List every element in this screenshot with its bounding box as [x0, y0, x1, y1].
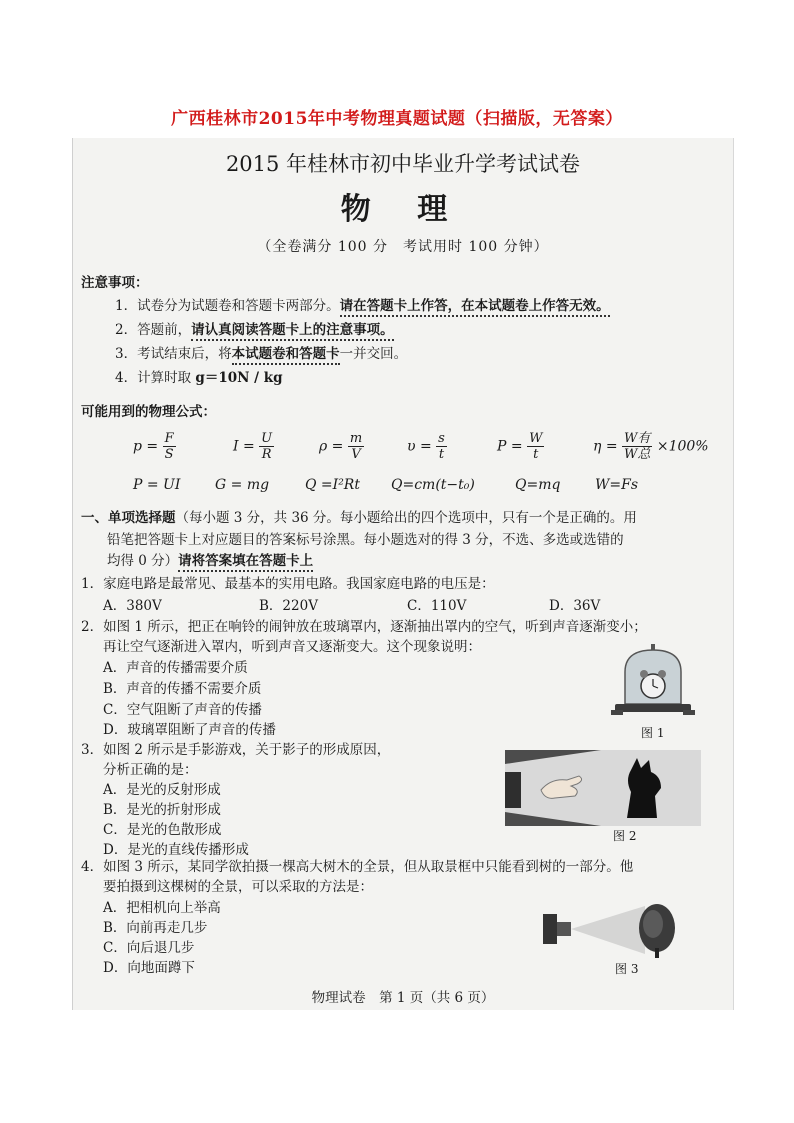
note-3: 3．考试结束后，将本试题卷和答题卡一并交回。: [115, 342, 407, 362]
note-2: 2．答题前，请认真阅读答题卡上的注意事项。: [115, 318, 394, 338]
figure-2-hand-shadow: [505, 750, 701, 826]
exam-info: （全卷满分 100 分 考试用时 100 分钟）: [257, 239, 549, 255]
q4-option-a: A．把相机向上举高: [103, 900, 221, 916]
q2-option-c: C．空气阻断了声音的传播: [103, 702, 262, 718]
formula-gravity: G = mg: [215, 477, 270, 493]
note-1: 1．试卷分为试题卷和答题卡两部分。请在答题卡上作答，在本试题卷上作答无效。: [115, 294, 610, 314]
figure-3-camera-tree: [541, 900, 685, 960]
formula-power: P = $\frac{W}{t}$: [497, 431, 543, 462]
q1-stem: 1．家庭电路是最常见、最基本的实用电路。我国家庭电路的电压是：: [81, 576, 495, 592]
formula-current: I = $\frac{U}{R}$: [233, 431, 273, 462]
q4-option-c: C．向后退几步: [103, 940, 195, 956]
figure-1-bell-jar: [611, 642, 695, 720]
q3-stem-2: 分析正确的是：: [103, 762, 198, 778]
formula-electric-power: P = UI: [133, 477, 181, 493]
figure-1-label: 图 1: [641, 726, 665, 740]
formula-specific-heat: Q=cm(t−t₀): [391, 477, 475, 493]
q1-option-b: B．220V: [259, 598, 318, 614]
q2-option-b: B．声音的传播不需要介质: [103, 681, 262, 697]
q2-option-d: D．玻璃罩阻断了声音的传播: [103, 722, 276, 738]
q3-stem-1: 3．如图 2 所示是手影游戏，关于影子的形成原因，: [81, 742, 391, 758]
q4-stem-2: 要拍摄到这棵树的全景，可以采取的方法是：: [103, 879, 373, 895]
formulas-heading: 可能用到的物理公式：: [81, 404, 216, 420]
formula-speed: υ = $\frac{s}{t}$: [407, 431, 445, 462]
document-title: 广西桂林市2015年中考物理真题试题（扫描版，无答案）: [171, 109, 623, 129]
q3-option-d: D．是光的直线传播形成: [103, 842, 249, 858]
q1-option-c: C．110V: [407, 598, 467, 614]
figure-2-label: 图 2: [613, 829, 637, 843]
page-footer: 物理试卷 第 1 页（共 6 页）: [311, 990, 495, 1006]
q3-option-a: A．是光的反射形成: [103, 782, 221, 798]
subject-title: 物 理: [340, 192, 466, 227]
q2-stem-1: 2．如图 1 所示，把正在响铃的闹钟放在玻璃罩内，逐渐抽出罩内的空气，听到声音逐渐变小；: [81, 619, 647, 635]
q1-option-a: A．380V: [103, 598, 162, 614]
note-4: 4．计算时取 g＝10N / kg: [115, 370, 283, 386]
notes-heading: 注意事项：: [81, 275, 149, 291]
q4-stem-1: 4．如图 3 所示，某同学欲拍摄一棵高大树木的全景，但从取景框中只能看到树的一部分。他: [81, 859, 634, 875]
section-1-desc-2: 铅笔把答题卡上对应题目的答案标号涂黑。每小题选对的得 3 分，不选、多选或选错的: [107, 532, 624, 548]
q3-option-b: B．是光的折射形成: [103, 802, 221, 818]
formula-efficiency: η = $\frac{\text{W有}}{\text{W总}}$ ×100%: [593, 431, 709, 462]
q4-option-b: B．向前再走几步: [103, 920, 208, 936]
formula-density: ρ = $\frac{m}{V}$: [319, 431, 363, 462]
q3-option-c: C．是光的色散形成: [103, 822, 222, 838]
section-1-heading: 一、单项选择题（每小题 3 分，共 36 分。每小题给出的四个选项中，只有一个是正确的。用: [81, 510, 637, 526]
figure-3-label: 图 3: [615, 962, 639, 976]
formula-pressure: p = $\frac{F}{S}$: [133, 431, 174, 462]
formula-work: W=Fs: [595, 477, 639, 493]
q2-option-a: A．声音的传播需要介质: [103, 660, 248, 676]
formula-fuel-heat: Q=mq: [515, 477, 561, 493]
section-1-desc-3: 均得 0 分）请将答案填在答题卡上: [107, 549, 313, 569]
formula-joule-heat: Q =I²Rt: [305, 477, 360, 493]
exam-title: 2015 年桂林市初中毕业升学考试试卷: [225, 152, 581, 176]
q2-stem-2: 再让空气逐渐进入罩内，听到声音又逐渐变大。这个现象说明：: [103, 639, 481, 655]
q4-option-d: D．向地面蹲下: [103, 960, 195, 976]
scanned-exam-page: [72, 138, 734, 1010]
q1-option-d: D．36V: [549, 598, 601, 614]
